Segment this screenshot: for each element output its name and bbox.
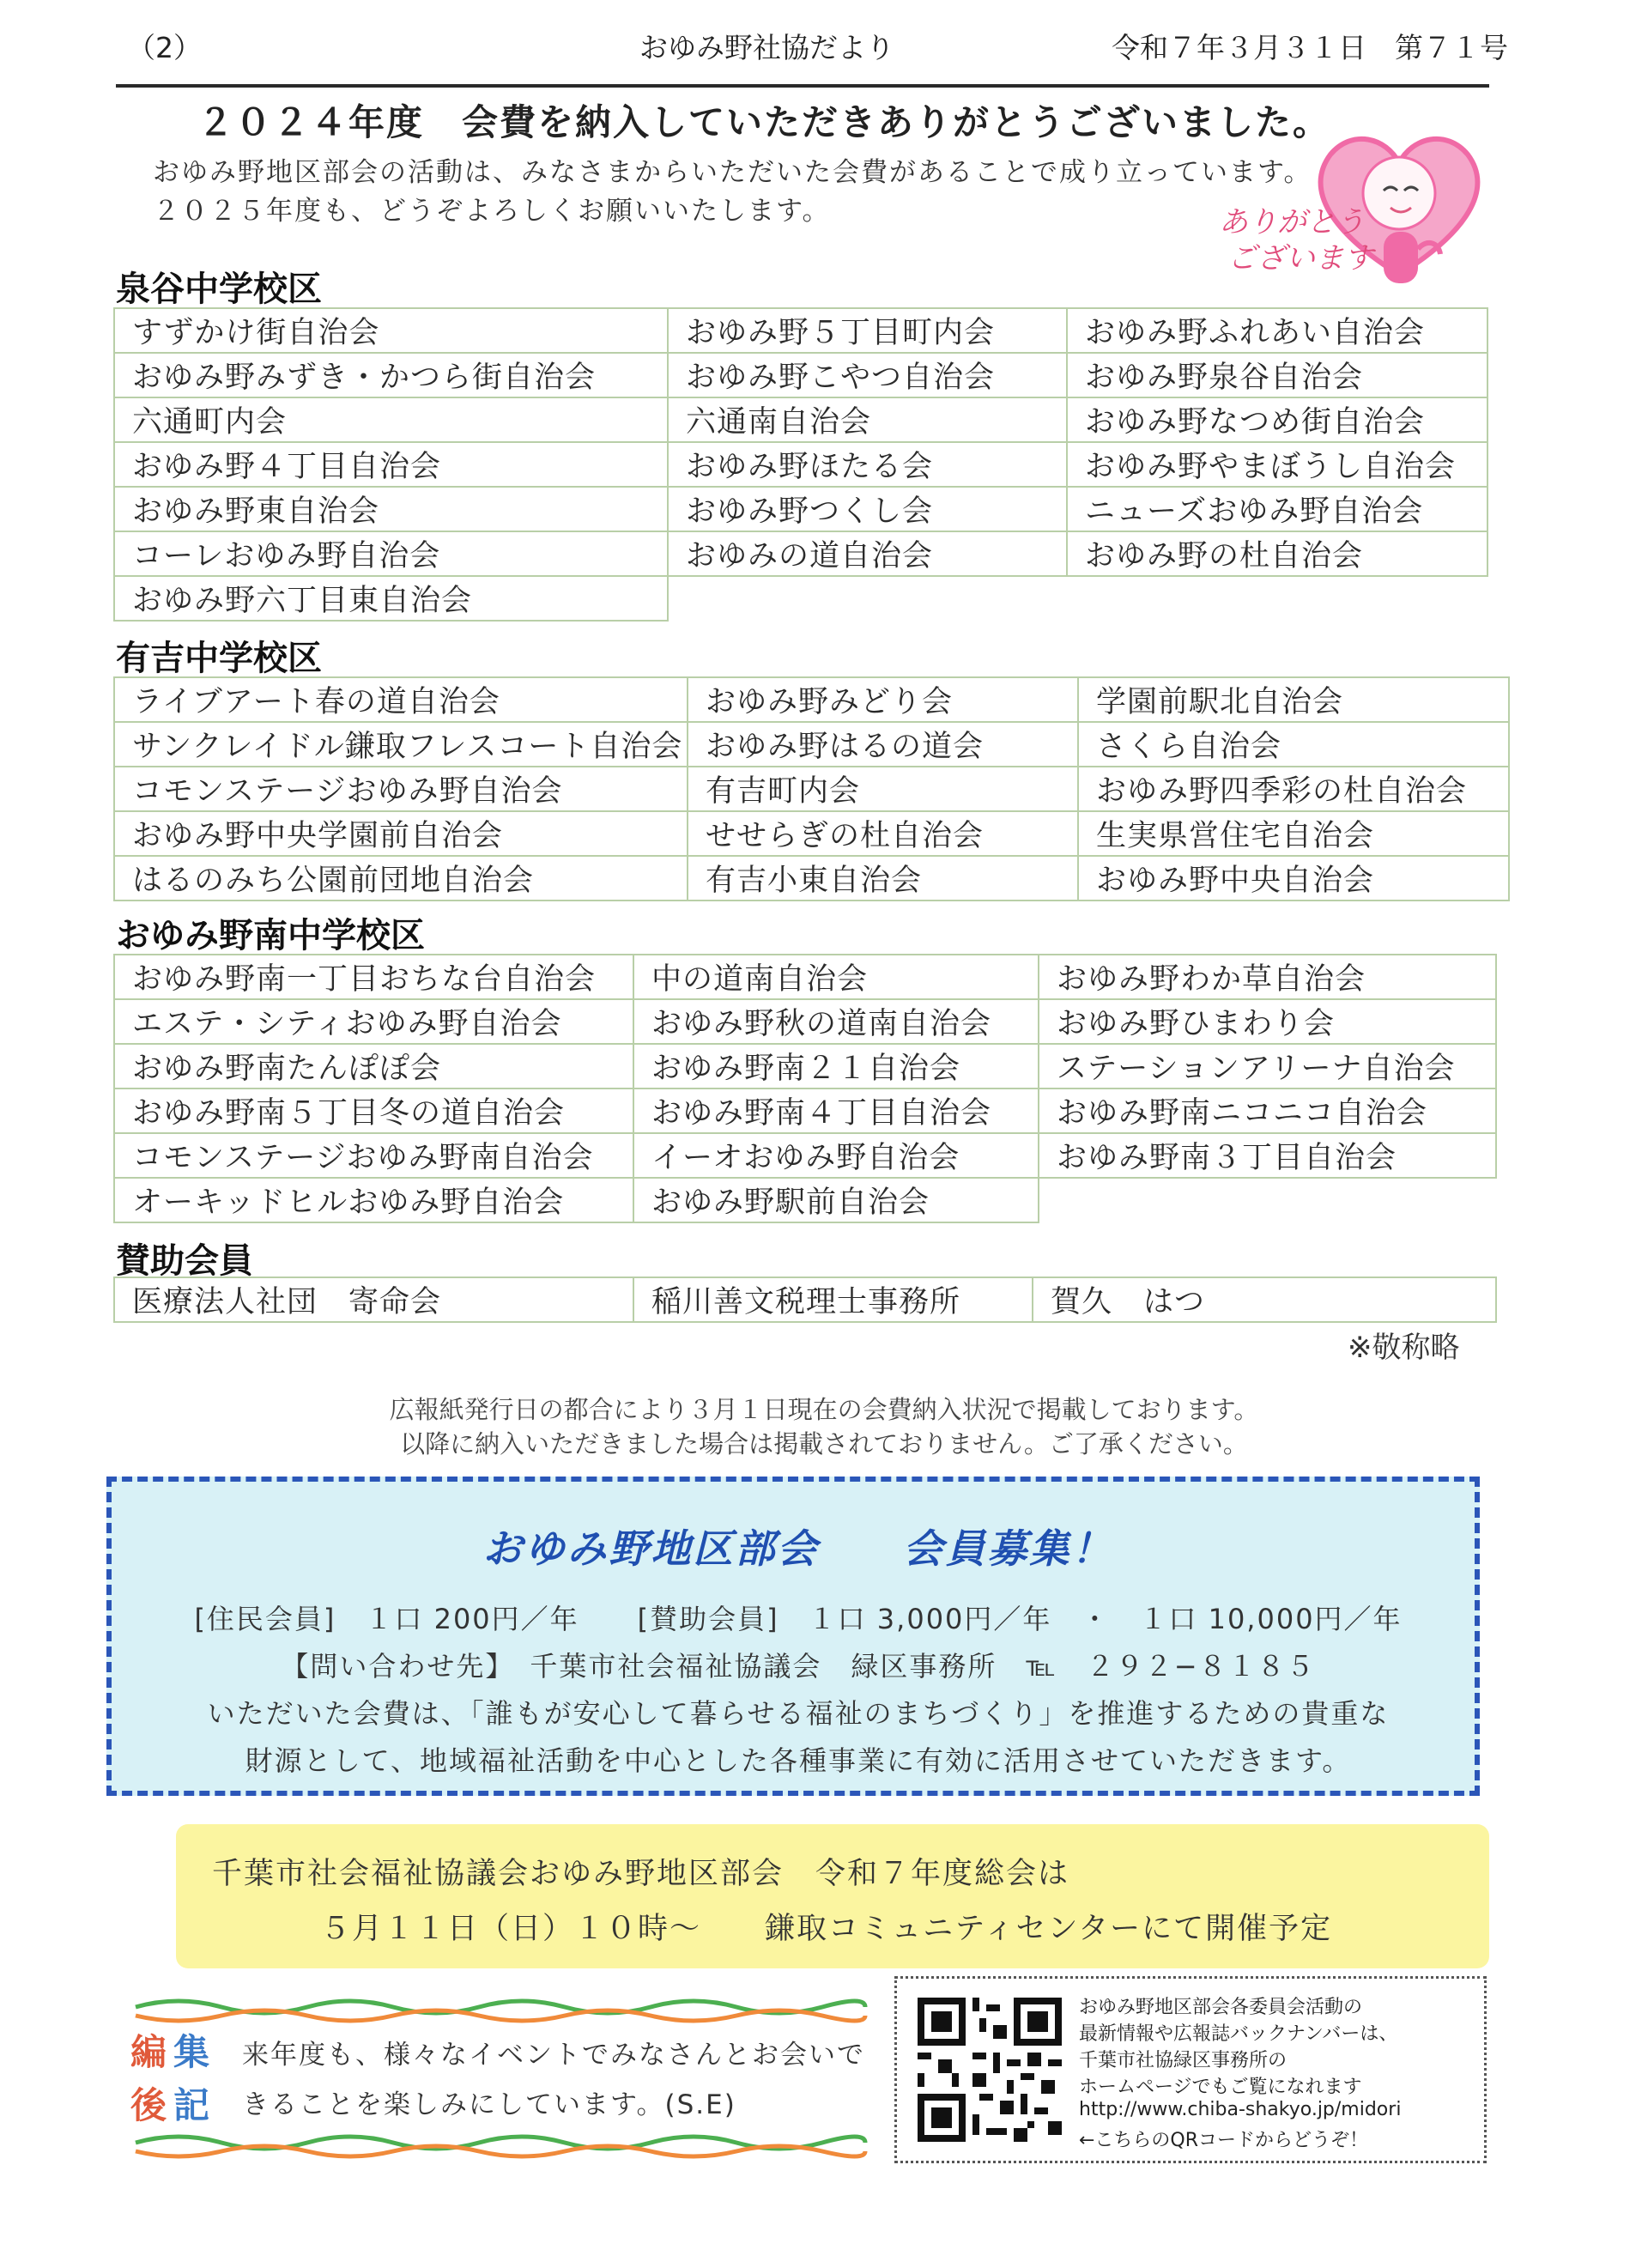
homepage-qr-box — [894, 1976, 1487, 2163]
member-cell: おゆみ野みずき・かつら街自治会 — [114, 353, 668, 397]
member-cell: 学園前駅北自治会 — [1078, 677, 1509, 722]
member-cell: おゆみ野４丁目自治会 — [114, 442, 668, 487]
recruit-contact: 【問い合わせ先】 千葉市社会福祉協議会 緑区事務所 ℡ ２９２−８１８５ — [281, 1650, 1316, 1683]
member-cell: エステ・シティおゆみ野自治会 — [114, 999, 633, 1044]
izumiya-members-table — [113, 307, 1488, 622]
member-cell: おゆみ野南一丁目おちな台自治会 — [114, 955, 633, 999]
wavy-line-top-orange — [136, 2010, 865, 2021]
section-title-ariyoshi: 有吉中学校区 — [116, 639, 322, 678]
member-cell: おゆみ野駅前自治会 — [633, 1178, 1039, 1222]
member-cell: おゆみ野東自治会 — [114, 487, 668, 531]
member-cell: すずかけ街自治会 — [114, 308, 668, 353]
editor-char-go: 後 — [130, 2084, 167, 2126]
member-cell: 六通町内会 — [114, 397, 668, 442]
honorific-note: ※敬称略 — [1348, 1331, 1460, 1365]
member-cell: おゆみ野四季彩の杜自治会 — [1078, 767, 1509, 811]
minami-members-table — [113, 954, 1497, 1223]
member-cell: おゆみ野わか草自治会 — [1039, 955, 1496, 999]
member-cell: おゆみ野やまぼうし自治会 — [1067, 442, 1487, 487]
member-cell: 六通南自治会 — [668, 397, 1067, 442]
editor-char-shu: 集 — [173, 2031, 210, 2073]
table-row — [114, 856, 1509, 901]
member-cell: おゆみ野ふれあい自治会 — [1067, 308, 1487, 353]
member-cell: ステーションアリーナ自治会 — [1039, 1044, 1496, 1089]
editor-note-line-1: 来年度も、様々なイベントでみなさんとお会いで — [242, 2040, 865, 2071]
recruit-fees: [住民会員] １口 200円／年 [賛助会員] １口 3,000円／年 ・ １口 10,000円／年 — [194, 1603, 1403, 1635]
section-title-izumiya: 泉谷中学校区 — [116, 270, 322, 309]
table-row — [114, 1089, 1496, 1133]
qr-info-line-3: 千葉市社協緑区事務所の — [1079, 2050, 1288, 2071]
member-cell: コモンステージおゆみ野南自治会 — [114, 1133, 633, 1178]
table-row — [114, 576, 1487, 621]
section-title-minami: おゆみ野南中学校区 — [116, 916, 425, 955]
member-cell: おゆみ野中央学園前自治会 — [114, 811, 688, 856]
sponsors-table — [113, 1277, 1497, 1323]
header-rule — [116, 84, 1489, 88]
mascot-caption-1: ありがとう — [1219, 205, 1365, 240]
member-cell: おゆみの道自治会 — [668, 531, 1067, 576]
member-cell: おゆみ野はるの道会 — [688, 722, 1078, 767]
qr-info-line-6: ←こちらのQRコードからどうぞ！ — [1079, 2130, 1369, 2151]
thanks-title: ２０２４年度 会費を納入していただきありがとうございました。 — [197, 101, 1331, 143]
table-row — [114, 353, 1487, 397]
member-cell: おゆみ野南たんぽぽ会 — [114, 1044, 633, 1089]
member-cell: おゆみ野なつめ街自治会 — [1067, 397, 1487, 442]
table-row — [114, 1178, 1496, 1222]
editor-wavy-lines — [127, 1990, 874, 2170]
member-cell: おゆみ野南４丁目自治会 — [633, 1089, 1039, 1133]
heart-mascot-illustration — [1202, 112, 1528, 309]
table-row — [114, 1044, 1496, 1089]
recruit-text-1: いただいた会費は、「誰もが安心して暮らせる福祉のまちづくり」を推進するための貴重な — [207, 1697, 1390, 1730]
table-row — [114, 397, 1487, 442]
homepage-url-link[interactable]: http://www.chiba-shakyo.jp/midori — [1079, 2099, 1402, 2120]
member-cell: おゆみ野泉谷自治会 — [1067, 353, 1487, 397]
editor-note-line-2: きることを楽しみにしています。(S.E) — [242, 2089, 736, 2120]
member-cell: コーレおゆみ野自治会 — [114, 531, 668, 576]
table-row — [114, 767, 1509, 811]
member-cell: 医療法人社団 寄命会 — [114, 1277, 633, 1322]
notice-line-2: 以降に納入いただきました場合は掲載されておりません。ご了承ください。 — [400, 1429, 1248, 1458]
meeting-line-1: 千葉市社会福祉協議会おゆみ野地区部会 令和７年度総会は — [212, 1857, 1070, 1891]
member-cell: 稲川善文税理士事務所 — [633, 1277, 1033, 1322]
member-cell: ライブアート春の道自治会 — [114, 677, 688, 722]
table-row — [114, 1277, 1496, 1322]
table-row — [114, 1133, 1496, 1178]
wavy-line-bottom-orange — [136, 2146, 865, 2156]
member-cell: おゆみ野中央自治会 — [1078, 856, 1509, 901]
member-cell: コモンステージおゆみ野自治会 — [114, 767, 688, 811]
member-cell: おゆみ野５丁目町内会 — [668, 308, 1067, 353]
thanks-intro-line-1: おゆみ野地区部会の活動は、みなさまからいただいた会費があることで成り立っています。 — [153, 157, 1312, 188]
table-row — [114, 677, 1509, 722]
member-cell: おゆみ野南３丁目自治会 — [1039, 1133, 1496, 1178]
meeting-line-2: ５月１１日（日）１０時～ 鎌取コミュニティセンターにて開催予定 — [320, 1912, 1333, 1946]
member-cell: おゆみ野の杜自治会 — [1067, 531, 1487, 576]
editor-char-hen: 編 — [130, 2031, 167, 2073]
member-cell: おゆみ野つくし会 — [668, 487, 1067, 531]
member-cell: イーオおゆみ野自治会 — [633, 1133, 1039, 1178]
member-cell: 有吉町内会 — [688, 767, 1078, 811]
member-cell: おゆみ野ほたる会 — [668, 442, 1067, 487]
general-meeting-box — [176, 1824, 1489, 1968]
recruit-title: おゆみ野地区部会 会員募集！ — [482, 1525, 1114, 1572]
member-cell: 中の道南自治会 — [633, 955, 1039, 999]
member-cell: 生実県営住宅自治会 — [1078, 811, 1509, 856]
member-cell: オーキッドヒルおゆみ野自治会 — [114, 1178, 633, 1222]
member-cell: おゆみ野ひまわり会 — [1039, 999, 1496, 1044]
member-recruitment-box — [106, 1477, 1480, 1796]
table-row — [114, 811, 1509, 856]
member-cell: おゆみ野六丁目東自治会 — [114, 576, 668, 621]
issue-date: 令和７年３月３１日 第７１号 — [1112, 31, 1508, 64]
qr-info-line-2: 最新情報や広報誌バックナンバーは、 — [1079, 2023, 1398, 2045]
editor-char-ki: 記 — [173, 2084, 210, 2126]
page-number: （2） — [127, 31, 202, 64]
table-row — [114, 999, 1496, 1044]
member-cell: おゆみ野南５丁目冬の道自治会 — [114, 1089, 633, 1133]
member-cell: おゆみ野南２１自治会 — [633, 1044, 1039, 1089]
notice-line-1: 広報紙発行日の都合により３月１日現在の会費納入状況で掲載しております。 — [389, 1395, 1259, 1424]
qr-info-line-4: ホームページでもご覧になれます — [1079, 2077, 1362, 2098]
member-cell: せせらぎの杜自治会 — [688, 811, 1078, 856]
qr-code-icon[interactable] — [918, 1998, 1062, 2142]
recruit-text-2: 財源として、地域福祉活動を中心とした各種事業に有効に活用させていただきます。 — [245, 1744, 1352, 1777]
member-cell: おゆみ野南ニコニコ自治会 — [1039, 1089, 1496, 1133]
thanks-intro-line-2: ２０２５年度も、どうぞよろしくお願いいたします。 — [153, 196, 831, 227]
section-title-sponsors: 賛助会員 — [116, 1241, 253, 1281]
member-cell: おゆみ野秋の道南自治会 — [633, 999, 1039, 1044]
member-cell: 有吉小東自治会 — [688, 856, 1078, 901]
table-row — [114, 531, 1487, 576]
member-cell: おゆみ野こやつ自治会 — [668, 353, 1067, 397]
member-cell: さくら自治会 — [1078, 722, 1509, 767]
table-row — [114, 308, 1487, 353]
member-cell: ニューズおゆみ野自治会 — [1067, 487, 1487, 531]
mascot-caption-2: ございます — [1227, 241, 1373, 276]
table-row — [114, 487, 1487, 531]
table-row — [114, 722, 1509, 767]
member-cell: おゆみ野みどり会 — [688, 677, 1078, 722]
member-cell: 賀久 はつ — [1033, 1277, 1496, 1322]
member-cell: はるのみち公園前団地自治会 — [114, 856, 688, 901]
table-row — [114, 955, 1496, 999]
newsletter-name: おゆみ野社協だより — [639, 31, 894, 64]
qr-info-line-1: おゆみ野地区部会各委員会活動の — [1079, 1997, 1363, 2018]
ariyoshi-members-table — [113, 676, 1510, 901]
table-row — [114, 442, 1487, 487]
member-cell: サンクレイドル鎌取フレスコート自治会 — [114, 722, 688, 767]
